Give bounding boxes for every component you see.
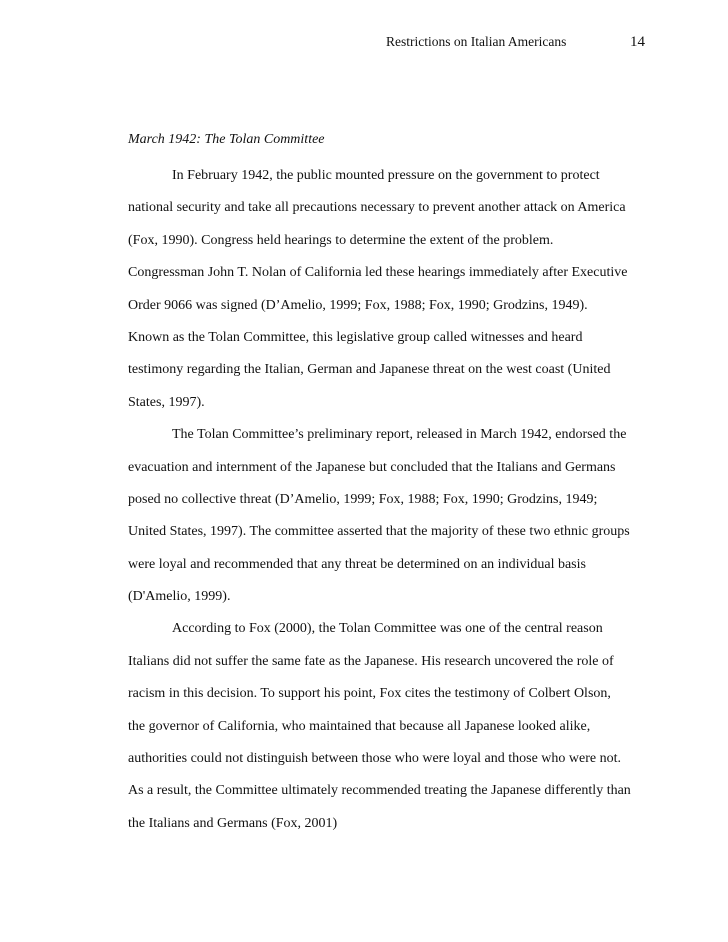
- paragraph-line: racism in this decision. To support his point, Fox cites the testimony of Colbert Olson,: [128, 686, 611, 702]
- paragraph-line: As a result, the Committee ultimately recommended treating the Japanese differently than: [128, 783, 631, 799]
- paragraph-line: Congressman John T. Nolan of California led these hearings immediately after Executive: [128, 265, 628, 281]
- paragraph-line: Order 9066 was signed (D’Amelio, 1999; Fox, 1988; Fox, 1990; Grodzins, 1949).: [128, 297, 588, 313]
- paragraph-line: (D'Amelio, 1999).: [128, 589, 231, 605]
- paragraph-line: States, 1997).: [128, 394, 205, 410]
- section-heading: March 1942: The Tolan Committee: [128, 132, 325, 147]
- running-head: Restrictions on Italian Americans: [386, 34, 567, 49]
- paragraph-line: the governor of California, who maintained that because all Japanese looked alike,: [128, 718, 591, 734]
- paragraph-line: national security and take all precautions necessary to prevent another attack on America: [128, 200, 626, 216]
- paragraph-line: (Fox, 1990). Congress held hearings to determine the extent of the problem.: [128, 232, 554, 248]
- paragraph-line: Known as the Tolan Committee, this legislative group called witnesses and heard: [128, 329, 583, 345]
- paragraph-line: were loyal and recommended that any threat be determined on an individual basis: [128, 556, 586, 572]
- paragraph-line: The Tolan Committee’s preliminary report, released in March 1942, endorsed the: [172, 427, 627, 443]
- paragraph-line: United States, 1997). The committee asserted that the majority of these two ethnic groups: [128, 524, 630, 540]
- paragraph-line: In February 1942, the public mounted pressure on the government to protect: [172, 168, 600, 183]
- paragraph-line: testimony regarding the Italian, German and Japanese threat on the west coast (United: [128, 362, 611, 378]
- paragraph-line: the Italians and Germans (Fox, 2001): [128, 815, 338, 831]
- paragraph-line: evacuation and internment of the Japanese but concluded that the Italians and Germans: [128, 459, 616, 475]
- paragraph-line: Italians did not suffer the same fate as the Japanese. His research uncovered the role of: [128, 653, 614, 669]
- body-text: [128, 160, 648, 840]
- paragraph-line: According to Fox (2000), the Tolan Committee was one of the central reason: [172, 621, 603, 637]
- paragraph-line: authorities could not distinguish between those who were loyal and those who were not.: [128, 751, 622, 767]
- page-number: 14: [630, 34, 645, 50]
- paragraph-line: posed no collective threat (D’Amelio, 1999; Fox, 1988; Fox, 1990; Grodzins, 1949;: [128, 491, 598, 507]
